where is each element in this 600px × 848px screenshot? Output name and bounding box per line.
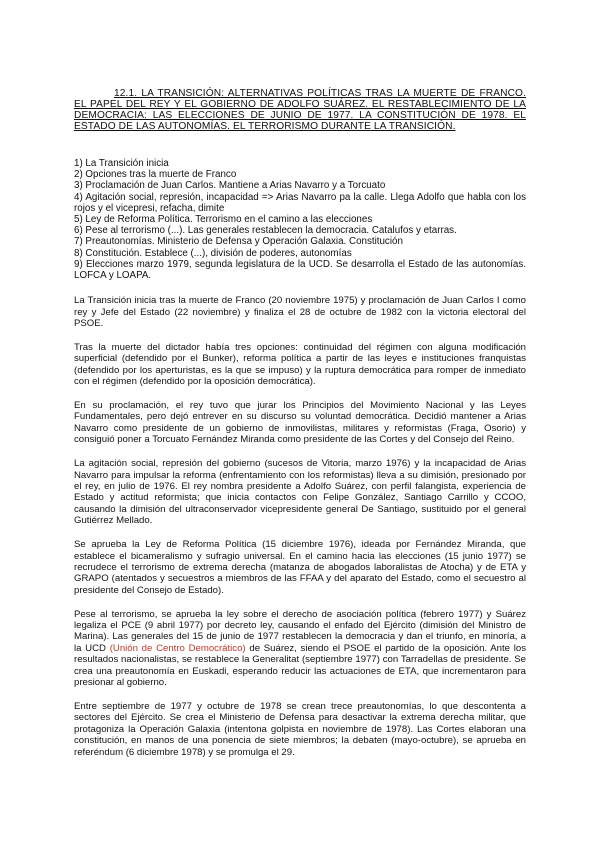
document-title: 12.1. LA TRANSICIÓN: ALTERNATIVAS POLÍTICAS TRAS LA MUERTE DE FRANCO. EL PAPEL DEL REY Y EL GOBIERNO DE ADOLFO SUÁREZ. EL RESTABLECIMIENTO DE LA DEMOCRACIA: LAS ELECCIONES DE JUNIO DE 1977. LA CONSTITUCIÓN DE 1978. EL ESTADO DE LAS AUTONOMÍAS. EL TERRORISMO DURANTE LA TRANSICIÓN. <box>74 88 526 132</box>
paragraph-political-reform: Se aprueba la Ley de Reforma Política (15 diciembre 1976), ideada por Fernández Miranda, que establece el bicameralismo y sufragio universal. En el camino hacia las elecciones (15 junio 1977) se recrudece el terrorismo de extrema derecha (matanza de abogados laboralistas de Atocha) y de ETA y GRAPO (atentados y secuestros a miembros de las FFAA y del aparato del Estado, como el secuestro al presidente del Consejo de Estado). <box>74 539 526 596</box>
paragraph-proclamation: En su proclamación, el rey tuvo que jurar los Principios del Movimiento Nacional y las Leyes Fundamentales, pero dejó entrever en su discurso su voluntad democrática. Decidió mantener a Arias Navarro como presidente de un gobierno de inmovilistas, militares y reformistas (Fraga, Osorio) y consiguió poner a Torcuato Fernández Miranda como presidente de las Cortes y del Consejo del Reino. <box>74 400 526 446</box>
paragraph-transition-start: La Transición inicia tras la muerte de Franco (20 noviembre 1975) y proclamación de Juan Carlos I como rey y Jefe del Estado (22 noviembre) y finaliza el 28 de octubre de 1982 con la victoria electoral del PSOE. <box>74 295 526 330</box>
outline-item: 7) Preautonomías. Ministerio de Defensa y Operación Galaxia. Constitución <box>74 236 403 248</box>
paragraph-preautonomies: Entre septiembre de 1977 y octubre de 1978 se crean trece preautonomías, lo que descontenta a sectores del Ejército. Se crea el Ministerio de Defensa para desactivar la extrema derecha militar, que protagoniza la Operación Galaxia (intentona golpista en noviembre de 1978). Las Cortes elaboran una constitución, en manos de una ponencia de siete miembros; la debaten (mayo-octubre), se aprueba en referéndum (6 diciembre 1978) y se promulga el 29. <box>74 701 526 758</box>
outline-item: 9) Elecciones marzo 1979, segunda legislatura de la UCD. Se desarrolla el Estado de las autonomías. LOFCA y LOAPA. <box>74 258 526 282</box>
paragraph-options: Tras la muerte del dictador había tres opciones: continuidad del régimen con alguna modificación superficial (defendido por el Bunker), reforma política a partir de las leyes e instituciones franquistas (defendido por los aperturistas, es la que se impuso) y la ruptura democrática para romper de inmediato con el régimen (defendido por la oposición democrática). <box>74 341 526 388</box>
outline-item: 4) Agitación social, represión, incapacidad => Arias Navarro pa la calle. Llega Adolfo que habla con los rojos y el vicepresi, refacha, dimite <box>74 191 526 214</box>
paragraph-social-agitation: La agitación social, represión del gobierno (sucesos de Vitoria, marzo 1976) y la incapacidad de Arias Navarro para impulsar la reforma (enfrentamiento con los reformistas) lleva a su dimisión, presionado por el rey, en julio de 1976. El rey nombra presidente a Adolfo Suárez, con perfil falangista, experiencia de Estado y actitud reformista; que inicia contactos con Felipe González, Santiago Carrillo y CCOO, causando la dimisión del ultraconservador vicepresidente general De Santiago, sustituido por el general Gutiérrez Mellado. <box>74 458 526 527</box>
outline-list <box>74 158 526 281</box>
outline-item: 5) Ley de Reforma Política. Terrorismo en el camino a las elecciones <box>74 214 373 226</box>
outline-item: 2) Opciones tras la muerte de Franco <box>74 169 237 181</box>
outline-item: 3) Proclamación de Juan Carlos. Mantiene a Arias Navarro y a Torcuato <box>74 180 386 192</box>
paragraph-elections-text-a: Pese al terrorismo, se aprueba la ley sobre el derecho de asociación política (febrero 1977) y Suárez legaliza el PCE (9 abril 1977) por decreto ley, causando el enfado del Ejército (dimisión del Ministro de Marina). Las generales del 15 de junio de 1977 restablecen la democracia y dan el triunfo, en minoría, a la UCD <box>74 608 526 654</box>
paragraph-elections-text-b: de Suárez, siendo el PSOE el partido de la oposición. Ante los resultados nacionalistas, se restablece la Generalitat (septiembre 1977) con Tarradellas de presidente. Se crea una preautonomía en Euskadi, esperando reducir las actuaciones de ETA, que incrementaron para presionar al gobierno. <box>74 642 526 689</box>
outline-item: 1) La Transición inicia <box>74 158 169 169</box>
outline-item: 8) Constitución. Establece (...), división de poderes, autonomías <box>74 247 352 259</box>
paragraph-elections <box>74 609 526 689</box>
ucd-highlight: (Unión de Centro Democrático) <box>109 642 246 654</box>
outline-item: 6) Pese al terrorismo (...). Las generales restablecen la democracia. Catalufos y etarras. <box>74 225 457 237</box>
